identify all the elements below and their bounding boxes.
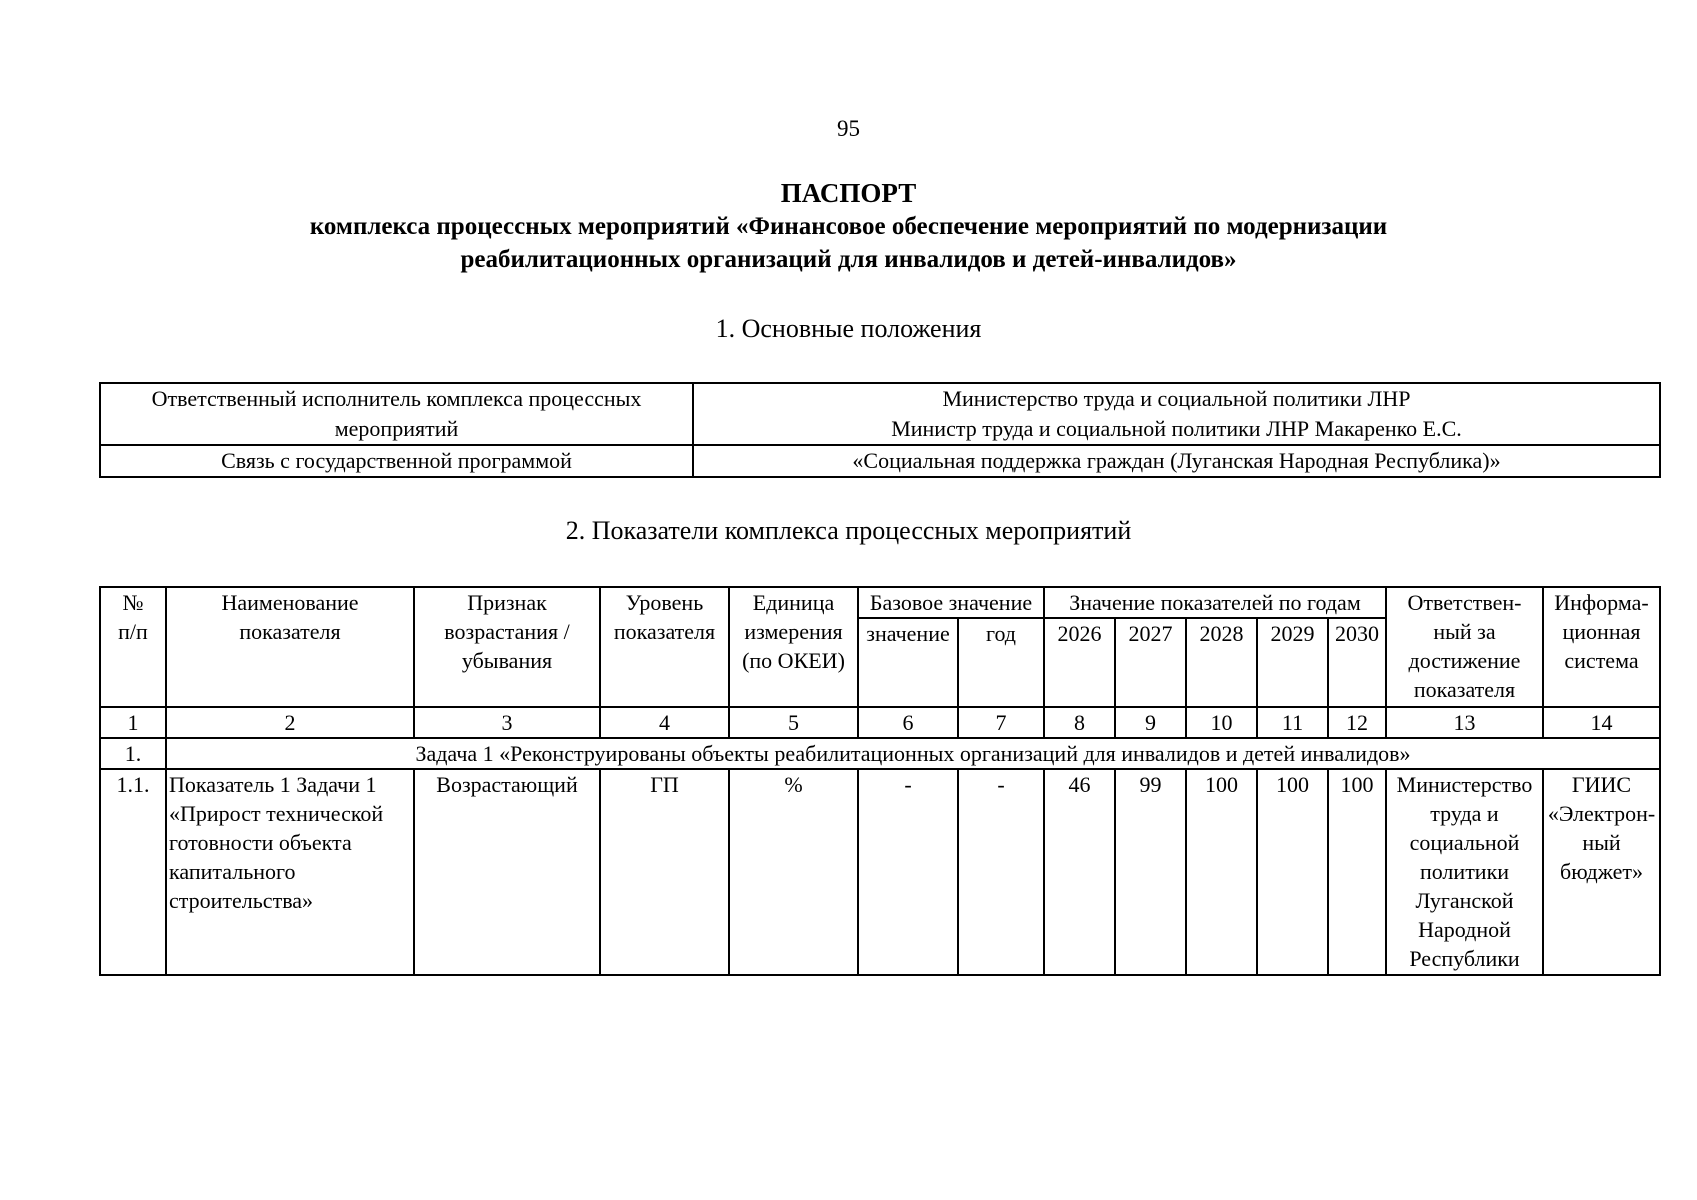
responsible-line: Министерство xyxy=(1396,772,1533,797)
header-level xyxy=(600,587,729,707)
indicator-level: ГП xyxy=(600,769,729,975)
header-line: измерения xyxy=(744,619,843,644)
program-link-value: «Социальная поддержка граждан (Луганская Народная Республика)» xyxy=(693,445,1660,477)
indicator-value-2028: 100 xyxy=(1186,769,1257,975)
indicator-value-2026: 46 xyxy=(1044,769,1115,975)
header-years-group: Значение показателей по годам xyxy=(1044,587,1386,618)
header-line: возрастания / xyxy=(444,619,570,644)
indicators-table xyxy=(99,586,1661,976)
column-number: 7 xyxy=(958,707,1044,738)
column-number: 2 xyxy=(166,707,414,738)
header-line: убывания xyxy=(461,648,553,673)
indicator-row xyxy=(100,769,1660,975)
responsible-line: Народной xyxy=(1418,917,1511,942)
header-num xyxy=(100,587,166,707)
header-line: ционная xyxy=(1562,619,1641,644)
column-number-row xyxy=(100,707,1660,738)
indicator-value-2030: 100 xyxy=(1328,769,1386,975)
column-number: 5 xyxy=(729,707,858,738)
responsible-executor-label xyxy=(100,383,693,445)
header-line: Признак xyxy=(467,590,547,615)
column-number: 9 xyxy=(1115,707,1186,738)
header-base: Базовое значение xyxy=(858,587,1044,618)
column-number: 13 xyxy=(1386,707,1543,738)
indicator-name-line: готовности объекта xyxy=(169,830,352,855)
label-line: мероприятий xyxy=(334,416,459,441)
document-title xyxy=(0,177,1697,276)
info-system-line: ный xyxy=(1582,830,1621,855)
responsible-line: Республики xyxy=(1409,946,1520,971)
page-number: 95 xyxy=(837,116,860,141)
header-line: Единица xyxy=(752,590,835,615)
section-2-heading: 2. Показатели комплекса процессных мероприятий xyxy=(565,516,1132,545)
task-row xyxy=(100,738,1660,769)
column-number: 14 xyxy=(1543,707,1660,738)
header-line: показателя xyxy=(613,619,716,644)
indicator-unit: % xyxy=(729,769,858,975)
header-base-year: год xyxy=(958,618,1044,707)
indicator-responsible xyxy=(1386,769,1543,975)
indicator-base-year: - xyxy=(958,769,1044,975)
indicator-name-line: Показатель 1 Задачи 1 xyxy=(169,772,377,797)
section-1-heading: 1. Основные положения xyxy=(715,314,982,343)
indicator-info-system xyxy=(1543,769,1660,975)
header-responsible xyxy=(1386,587,1543,707)
value-line: Министр труда и социальной политики ЛНР Макаренко Е.С. xyxy=(891,416,1462,441)
header-line: № xyxy=(122,590,144,615)
indicator-name xyxy=(166,769,414,975)
program-link-label: Связь с государственной программой xyxy=(100,445,693,477)
column-number: 3 xyxy=(414,707,600,738)
header-year: 2028 xyxy=(1186,618,1257,707)
task-text: Задача 1 «Реконструированы объекты реабилитационных организаций для инвалидов и детей инвалидов» xyxy=(166,738,1660,769)
header-trend xyxy=(414,587,600,707)
column-number: 4 xyxy=(600,707,729,738)
indicator-value-2029: 100 xyxy=(1257,769,1328,975)
column-number: 12 xyxy=(1328,707,1386,738)
column-number: 6 xyxy=(858,707,958,738)
header-line: система xyxy=(1564,648,1639,673)
header-line: Наименование xyxy=(221,590,359,615)
header-row xyxy=(100,587,1660,618)
header-line: показателя xyxy=(239,619,341,644)
label-line: Ответственный исполнитель комплекса процессных xyxy=(151,386,642,411)
indicator-name-line: строительства» xyxy=(169,888,314,913)
indicator-value-2027: 99 xyxy=(1115,769,1186,975)
responsible-executor-value xyxy=(693,383,1660,445)
header-line: показателя xyxy=(1413,677,1516,702)
header-line: (по ОКЕИ) xyxy=(742,648,845,673)
task-number: 1. xyxy=(100,738,166,769)
header-unit xyxy=(729,587,858,707)
info-system-line: ГИИС xyxy=(1571,772,1632,797)
main-provisions-table xyxy=(99,382,1661,478)
header-base-value: значение xyxy=(858,618,958,707)
column-number: 11 xyxy=(1257,707,1328,738)
responsible-line: социальной xyxy=(1409,830,1520,855)
table-row xyxy=(100,383,1660,445)
title-line-3: реабилитационных организаций для инвалидов и детей-инвалидов» xyxy=(460,246,1237,273)
responsible-line: Луганской xyxy=(1415,888,1514,913)
column-number: 10 xyxy=(1186,707,1257,738)
indicator-number: 1.1. xyxy=(100,769,166,975)
header-line: Ответствен- xyxy=(1407,590,1522,615)
indicator-base-value: - xyxy=(858,769,958,975)
header-name xyxy=(166,587,414,707)
indicator-trend: Возрастающий xyxy=(414,769,600,975)
responsible-line: политики xyxy=(1419,859,1510,884)
title-line-1: ПАСПОРТ xyxy=(780,178,917,208)
header-line: Информа- xyxy=(1554,590,1649,615)
indicator-name-line: капитального xyxy=(169,859,296,884)
header-info-system xyxy=(1543,587,1660,707)
header-year: 2027 xyxy=(1115,618,1186,707)
column-number: 1 xyxy=(100,707,166,738)
table-row xyxy=(100,445,1660,477)
value-line: Министерство труда и социальной политики ЛНР xyxy=(942,386,1411,411)
header-line: ный за xyxy=(1433,619,1496,644)
header-line: достижение xyxy=(1408,648,1521,673)
header-line: п/п xyxy=(118,619,148,644)
info-system-line: бюджет» xyxy=(1560,859,1643,884)
header-line: Уровень xyxy=(625,590,704,615)
header-year: 2026 xyxy=(1044,618,1115,707)
indicator-name-line: «Прирост технической xyxy=(169,801,384,826)
title-line-2: комплекса процессных мероприятий «Финансовое обеспечение мероприятий по модернизации xyxy=(309,213,1388,240)
info-system-line: «Электрон- xyxy=(1547,801,1656,826)
responsible-line: труда и xyxy=(1430,801,1499,826)
column-number: 8 xyxy=(1044,707,1115,738)
header-year: 2029 xyxy=(1257,618,1328,707)
header-year: 2030 xyxy=(1328,618,1386,707)
